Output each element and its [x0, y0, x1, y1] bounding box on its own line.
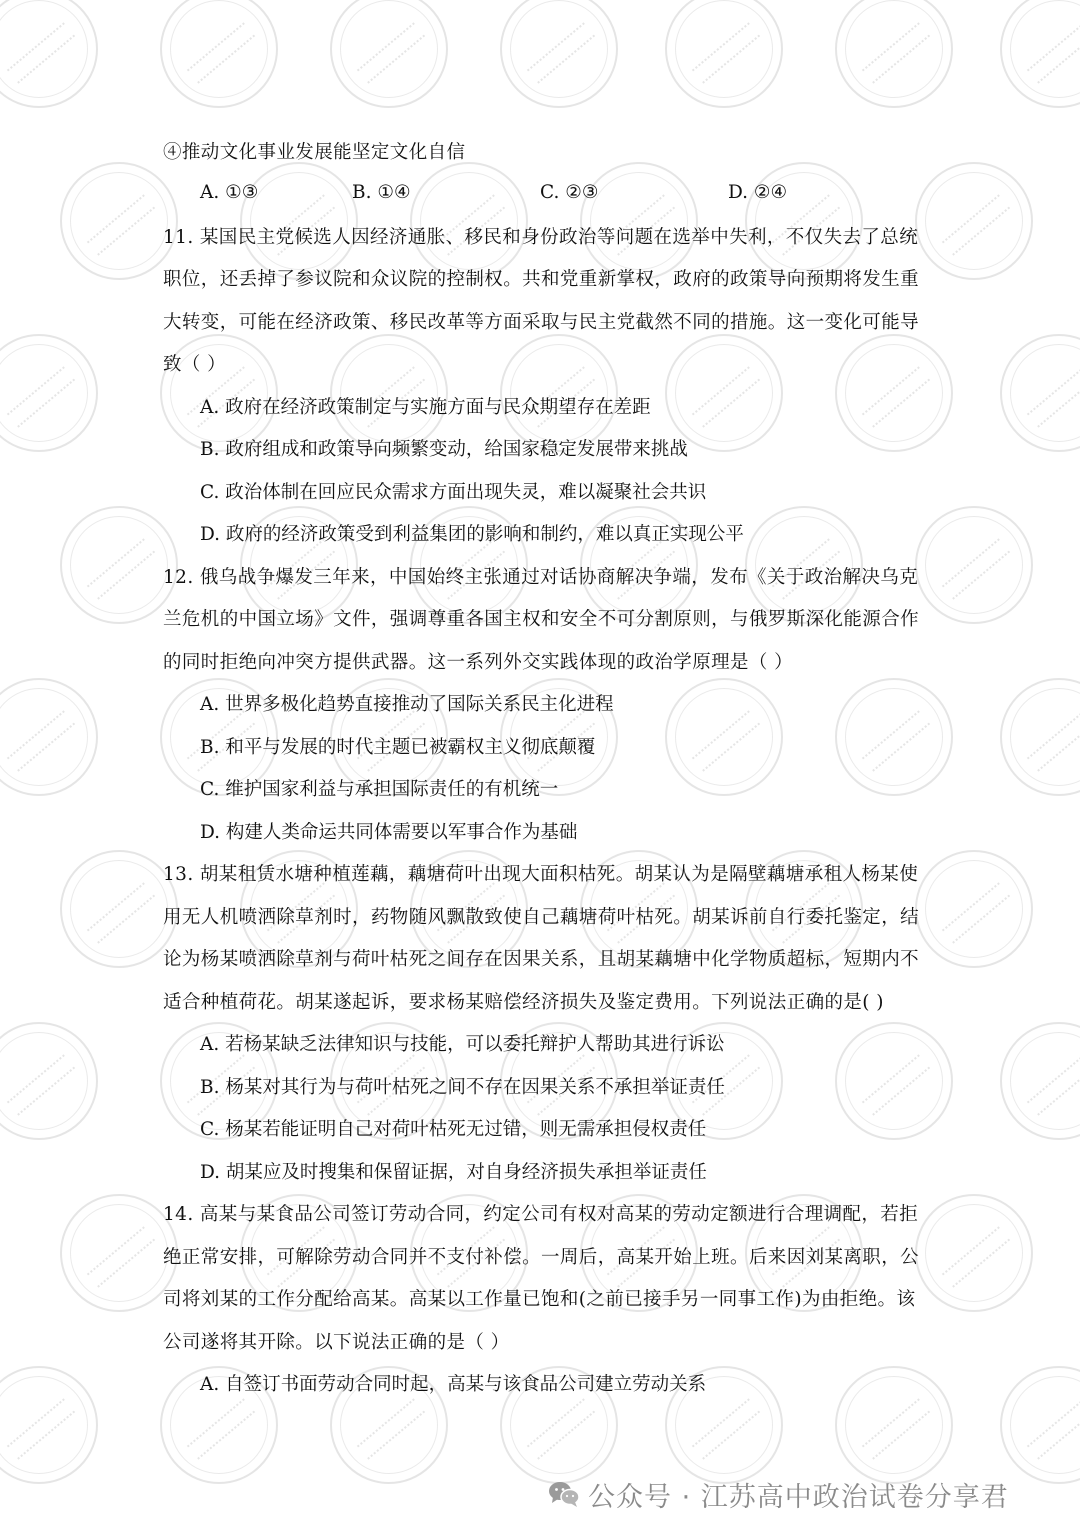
- q13-stem-line: 13. 胡某租赁水塘种植莲藕，藕塘荷叶出现大面积枯死。胡某认为是隔壁藕塘承租人杨某使: [163, 864, 919, 885]
- q12-stem-line: 12. 俄乌战争爆发三年来，中国始终主张通过对话协商解决争端，发布《关于政治解决乌克: [163, 567, 919, 588]
- q10-item-4: ④推动文化事业发展能坚定文化自信: [163, 142, 466, 163]
- q12-option-d: D. 构建人类命运共同体需要以军事合作为基础: [200, 822, 578, 843]
- q10-option-a: A. ①③: [200, 182, 259, 203]
- q13-option-a: A. 若杨某缺乏法律知识与技能，可以委托辩护人帮助其进行诉讼: [200, 1034, 725, 1055]
- q10-option-c: C. ②③: [540, 182, 599, 203]
- q14-option-a: A. 自签订书面劳动合同时起，高某与该食品公司建立劳动关系: [200, 1374, 707, 1395]
- wechat-icon: [548, 1480, 580, 1508]
- q11-stem-line: 致（ ）: [163, 354, 226, 375]
- q12-stem-line: 的同时拒绝向冲突方提供武器。这一系列外交实践体现的政治学原理是（ ）: [163, 652, 793, 673]
- q12-option-b: B. 和平与发展的时代主题已被霸权主义彻底颠覆: [200, 737, 596, 758]
- q11-option-b: B. 政府组成和政策导向频繁变动，给国家稳定发展带来挑战: [200, 439, 688, 460]
- footer-account-watermark: [548, 1474, 1058, 1514]
- q13-option-c: C. 杨某若能证明自己对荷叶枯死无过错，则无需承担侵权责任: [200, 1119, 707, 1140]
- q11-stem-line: 11. 某国民主党候选人因经济通胀、移民和身份政治等问题在选举中失利，不仅失去了总统: [163, 227, 919, 248]
- q13-stem-line: 论为杨某喷洒除草剂与荷叶枯死之间存在因果关系，且胡某藕塘中化学物质超标，短期内不: [163, 949, 920, 970]
- q12-stem-line: 兰危机的中国立场》文件，强调尊重各国主权和安全不可分割原则，与俄罗斯深化能源合作: [163, 609, 920, 630]
- q10-option-d: D. ②④: [728, 182, 788, 203]
- q11-stem-line: 大转变，可能在经济政策、移民改革等方面采取与民主党截然不同的措施。这一变化可能导: [163, 312, 920, 333]
- q13-option-d: D. 胡某应及时搜集和保留证据，对自身经济损失承担举证责任: [200, 1162, 707, 1183]
- footer-text: 公众号 · 江苏高中政治试卷分享君: [588, 1481, 1009, 1513]
- q14-stem-line: 司将刘某的工作分配给高某。高某以工作量已饱和(之前已接手另一同事工作)为由拒绝。该: [163, 1289, 916, 1310]
- q11-option-d: D. 政府的经济政策受到利益集团的影响和制约，难以真正实现公平: [200, 524, 744, 545]
- q12-option-a: A. 世界多极化趋势直接推动了国际关系民主化进程: [200, 694, 614, 715]
- q10-options: [200, 182, 840, 208]
- q11-option-c: C. 政治体制在回应民众需求方面出现失灵，难以凝聚社会共识: [200, 482, 707, 503]
- q13-stem-line: 用无人机喷洒除草剂时，药物随风飘散致使自己藕塘荷叶枯死。胡某诉前自行委托鉴定，结: [163, 907, 920, 928]
- q14-stem-line: 绝正常安排，可解除劳动合同并不支付补偿。一周后，高某开始上班。后来因刘某离职，公: [163, 1247, 920, 1268]
- q14-stem-line: 公司遂将其开除。以下说法正确的是（ ）: [163, 1332, 510, 1353]
- q13-stem-line: 适合种植荷花。胡某遂起诉，要求杨某赔偿经济损失及鉴定费用。下列说法正确的是( ): [163, 992, 884, 1013]
- q13-option-b: B. 杨某对其行为与荷叶枯死之间不存在因果关系不承担举证责任: [200, 1077, 725, 1098]
- q14-stem-line: 14. 高某与某食品公司签订劳动合同，约定公司有权对高某的劳动定额进行合理调配，若拒: [163, 1204, 919, 1225]
- q11-stem-line: 职位，还丢掉了参议院和众议院的控制权。共和党重新掌权，政府的政策导向预期将发生重: [163, 269, 920, 290]
- q10-option-b: B. ①④: [352, 182, 411, 203]
- q11-option-a: A. 政府在经济政策制定与实施方面与民众期望存在差距: [200, 397, 651, 418]
- q12-option-c: C. 维护国家利益与承担国际责任的有机统一: [200, 779, 559, 800]
